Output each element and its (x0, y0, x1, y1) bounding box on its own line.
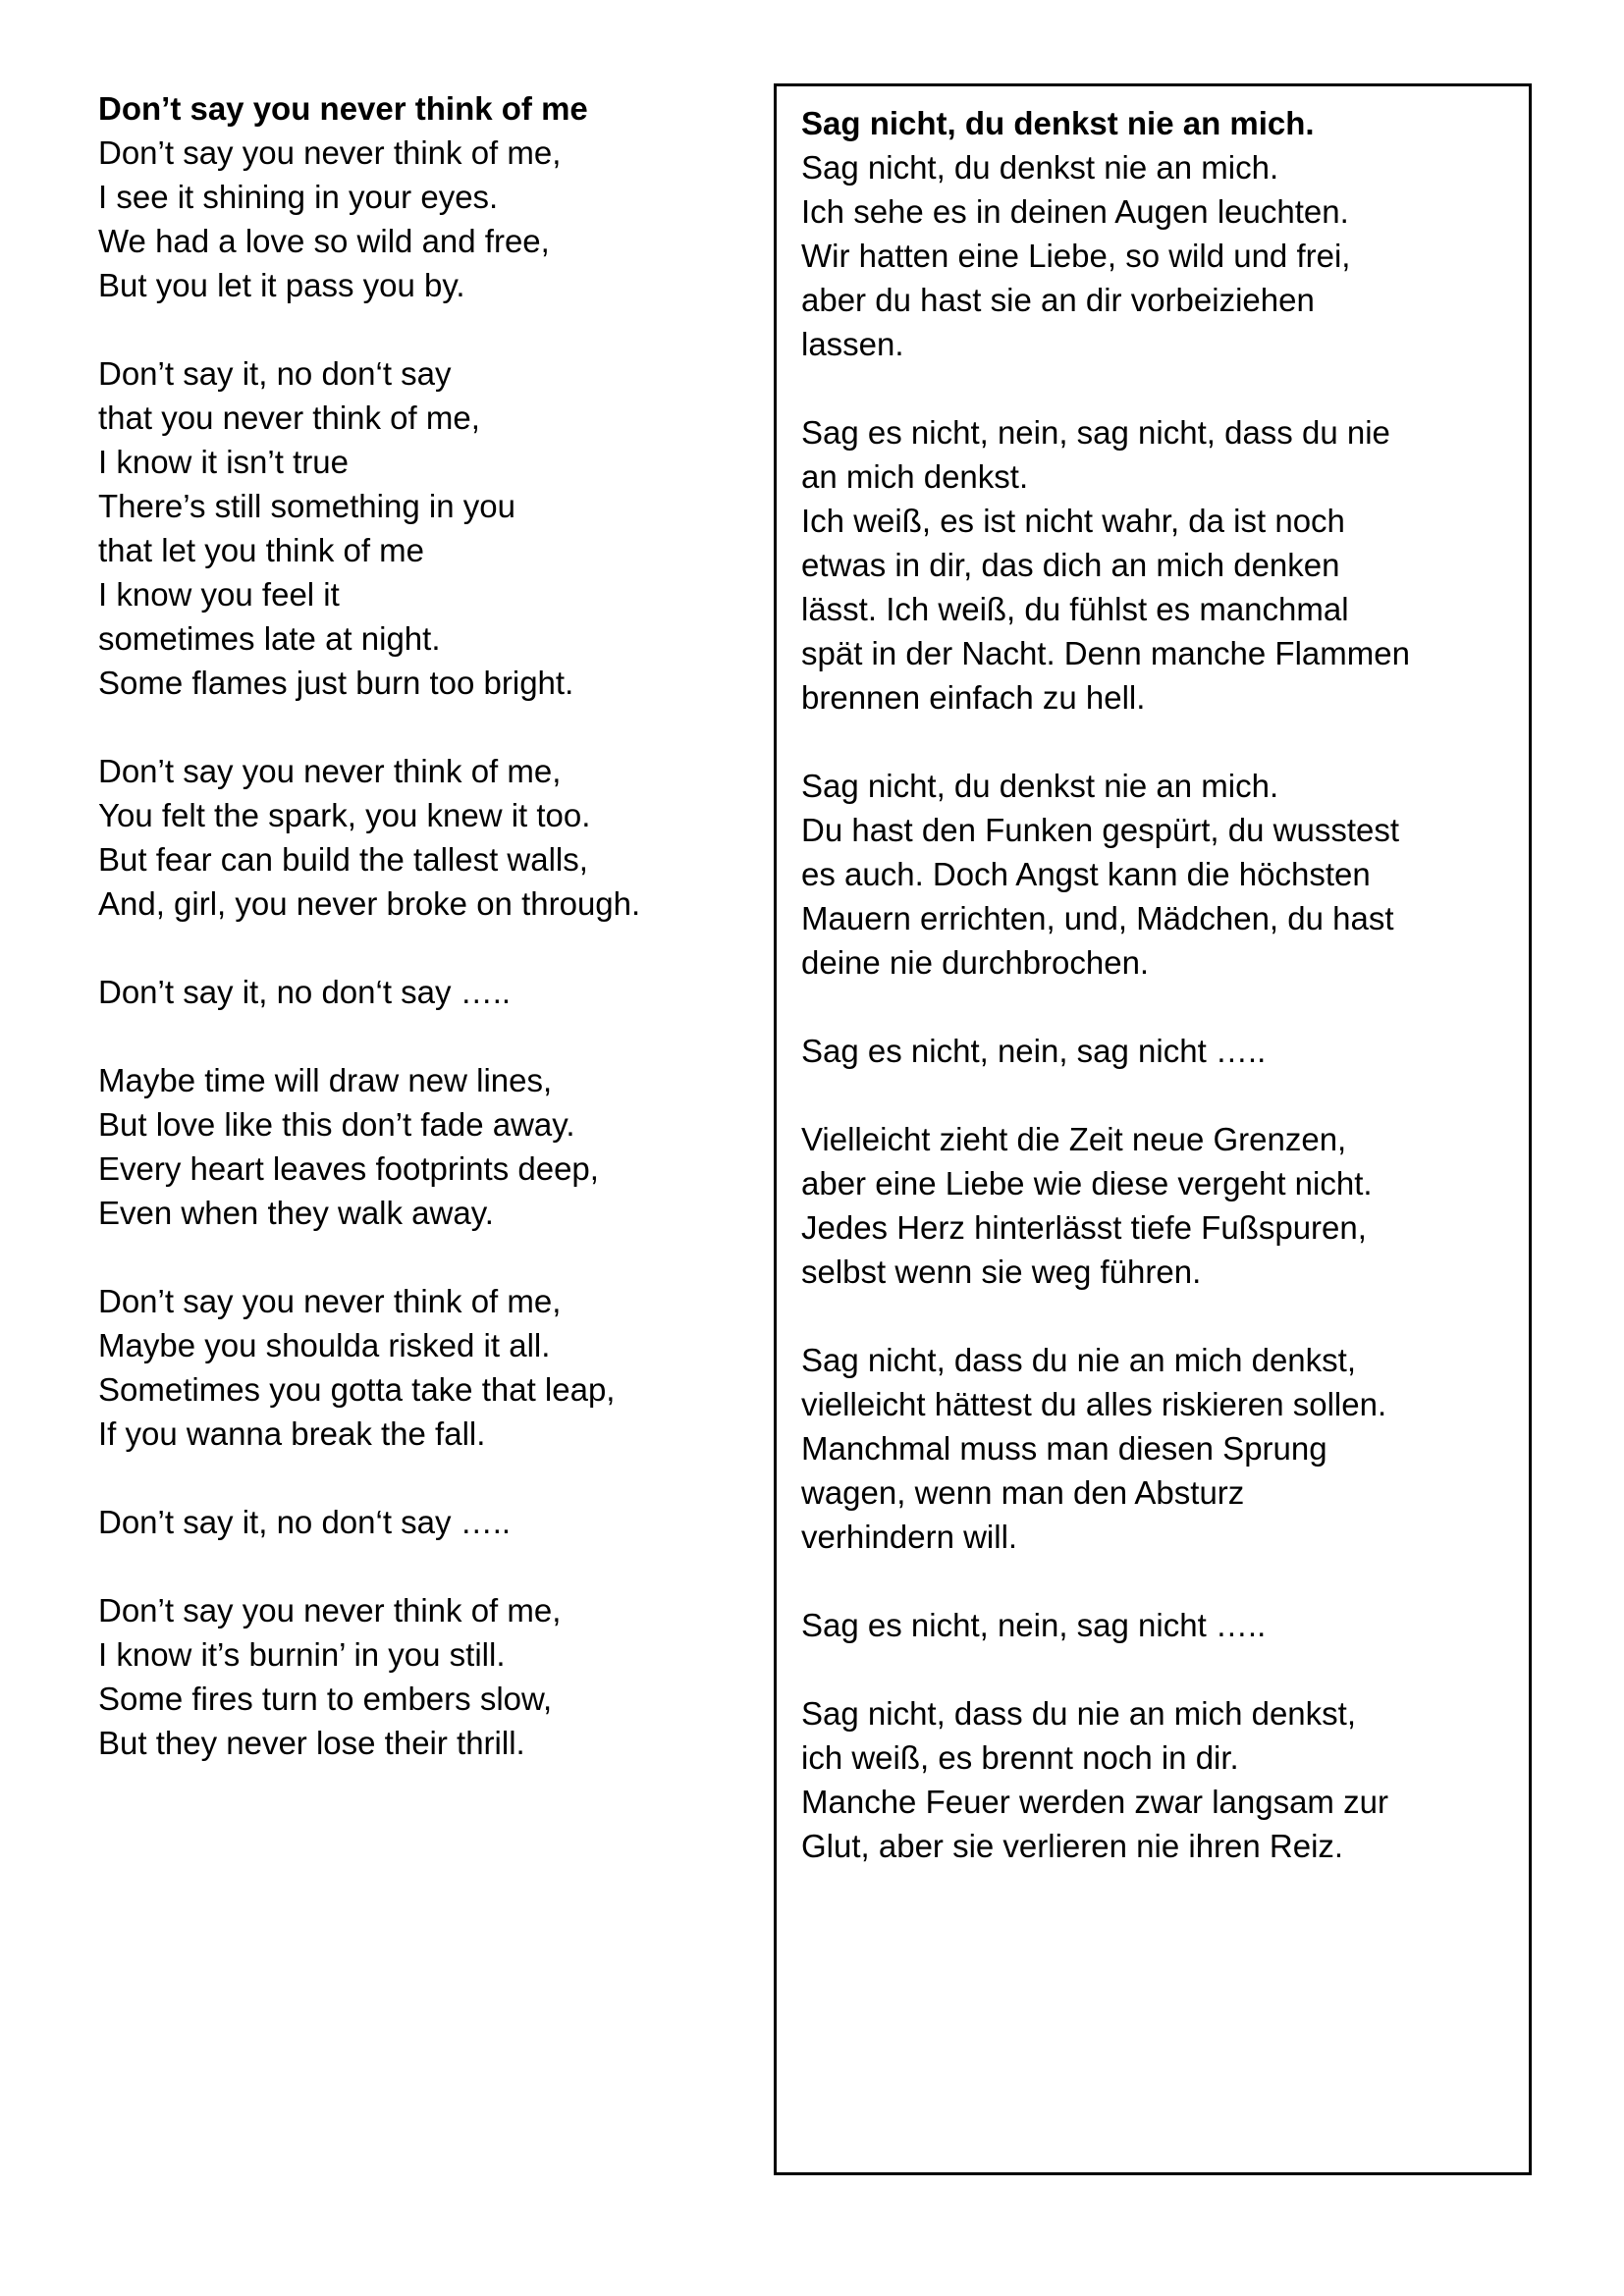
lyric-line: Don’t say it, no don‘t say ….. (98, 974, 512, 1010)
lyric-line: es auch. Doch Angst kann die höchsten (801, 856, 1371, 892)
lyric-line: But they never lose their thrill. (98, 1725, 525, 1761)
lyric-line: that you never think of me, (98, 400, 480, 436)
lyric-line: Don’t say you never think of me, (98, 753, 562, 789)
stanza (98, 351, 771, 705)
lyric-line: There’s still something in you (98, 488, 515, 524)
lyric-line: Mauern errichten, und, Mädchen, du hast (801, 900, 1394, 936)
stanza (98, 1058, 771, 1235)
lyric-line: Sag nicht, du denkst nie an mich. (801, 768, 1279, 804)
lyric-line: ich weiß, es brennt noch in dir. (801, 1739, 1239, 1776)
lyric-line: We had a love so wild and free, (98, 223, 550, 259)
stanza (801, 145, 1523, 366)
lyric-line: aber eine Liebe wie diese vergeht nicht. (801, 1165, 1373, 1201)
lyric-line: I know it’s burnin’ in you still. (98, 1636, 506, 1673)
lyric-line: wagen, wenn man den Absturz (801, 1474, 1245, 1511)
lyric-line: Du hast den Funken gespürt, du wusstest (801, 812, 1400, 848)
german-translation-box (774, 83, 1532, 2175)
lyric-line: that let you think of me (98, 532, 425, 568)
lyric-line: I see it shining in your eyes. (98, 179, 499, 215)
lyric-line: sometimes late at night. (98, 620, 441, 657)
stanza (801, 764, 1523, 985)
lyric-line: But fear can build the tallest walls, (98, 841, 588, 878)
lyric-line: selbst wenn sie weg führen. (801, 1254, 1202, 1290)
lyric-line: Sag es nicht, nein, sag nicht, dass du nie (801, 414, 1390, 451)
lyric-line: Sag es nicht, nein, sag nicht ….. (801, 1033, 1267, 1069)
lyric-line: Don’t say it, no don‘t say ….. (98, 1504, 512, 1540)
lyric-line: Sag nicht, du denkst nie an mich. (801, 149, 1279, 186)
lyric-line: deine nie durchbrochen. (801, 944, 1150, 981)
lyric-line: lassen. (801, 326, 904, 362)
lyric-line: Sag nicht, dass du nie an mich denkst, (801, 1342, 1356, 1378)
lyric-line: If you wanna break the fall. (98, 1415, 486, 1452)
lyric-line: Wir hatten eine Liebe, so wild und frei, (801, 238, 1351, 274)
stanza (98, 131, 771, 307)
stanza (801, 1603, 1523, 1647)
lyric-line: etwas in dir, das dich an mich denken (801, 547, 1340, 583)
lyric-line: spät in der Nacht. Denn manche Flammen (801, 635, 1410, 671)
lyric-line: vielleicht hättest du alles riskieren sollen. (801, 1386, 1387, 1422)
english-stanzas (98, 131, 771, 1765)
stanza (801, 1691, 1523, 1868)
lyric-line: Manche Feuer werden zwar langsam zur (801, 1784, 1388, 1820)
lyric-line: You felt the spark, you knew it too. (98, 797, 591, 833)
lyric-line: Don’t say you never think of me, (98, 1283, 562, 1319)
lyric-line: Sometimes you gotta take that leap, (98, 1371, 616, 1408)
stanza (98, 1500, 771, 1544)
stanza (801, 1029, 1523, 1073)
lyric-line: Maybe time will draw new lines, (98, 1062, 553, 1098)
english-lyrics-column (98, 86, 771, 1765)
lyric-line: lässt. Ich weiß, du fühlst es manchmal (801, 591, 1349, 627)
stanza (98, 749, 771, 926)
stanza (98, 970, 771, 1014)
lyric-line: Ich sehe es in deinen Augen leuchten. (801, 193, 1349, 230)
lyric-line: Sag es nicht, nein, sag nicht ….. (801, 1607, 1267, 1643)
lyric-line: Vielleicht zieht die Zeit neue Grenzen, (801, 1121, 1347, 1157)
lyric-line: Some fires turn to embers slow, (98, 1681, 553, 1717)
lyric-line: I know you feel it (98, 576, 340, 613)
lyric-line: an mich denkst. (801, 458, 1029, 495)
lyric-line: Jedes Herz hinterlässt tiefe Fußspuren, (801, 1209, 1367, 1246)
lyric-line: Ich weiß, es ist nicht wahr, da ist noch (801, 503, 1345, 539)
stanza (801, 410, 1523, 720)
lyric-line: Glut, aber sie verlieren nie ihren Reiz. (801, 1828, 1344, 1864)
lyric-line: Manchmal muss man diesen Sprung (801, 1430, 1327, 1467)
german-song-title: Sag nicht, du denkst nie an mich. (801, 105, 1315, 141)
lyric-line: Maybe you shoulda risked it all. (98, 1327, 551, 1363)
lyric-line: Sag nicht, dass du nie an mich denkst, (801, 1695, 1356, 1732)
lyric-line: brennen einfach zu hell. (801, 679, 1146, 716)
lyric-line: And, girl, you never broke on through. (98, 885, 641, 922)
lyric-line: verhindern will. (801, 1519, 1018, 1555)
stanza (98, 1588, 771, 1765)
german-stanzas (801, 145, 1523, 1868)
english-song-title: Don’t say you never think of me (98, 90, 588, 127)
lyric-line: aber du hast sie an dir vorbeiziehen (801, 282, 1315, 318)
lyric-line: Some flames just burn too bright. (98, 665, 574, 701)
stanza (98, 1279, 771, 1456)
lyric-line: Even when they walk away. (98, 1195, 494, 1231)
stanza (801, 1338, 1523, 1559)
lyric-line: Don’t say you never think of me, (98, 134, 562, 171)
lyric-line: Don’t say you never think of me, (98, 1592, 562, 1629)
lyric-line: Every heart leaves footprints deep, (98, 1150, 599, 1187)
lyric-line: Don’t say it, no don‘t say (98, 355, 452, 392)
lyric-line: I know it isn’t true (98, 444, 349, 480)
stanza (801, 1117, 1523, 1294)
lyric-line: But you let it pass you by. (98, 267, 465, 303)
lyric-line: But love like this don’t fade away. (98, 1106, 575, 1143)
